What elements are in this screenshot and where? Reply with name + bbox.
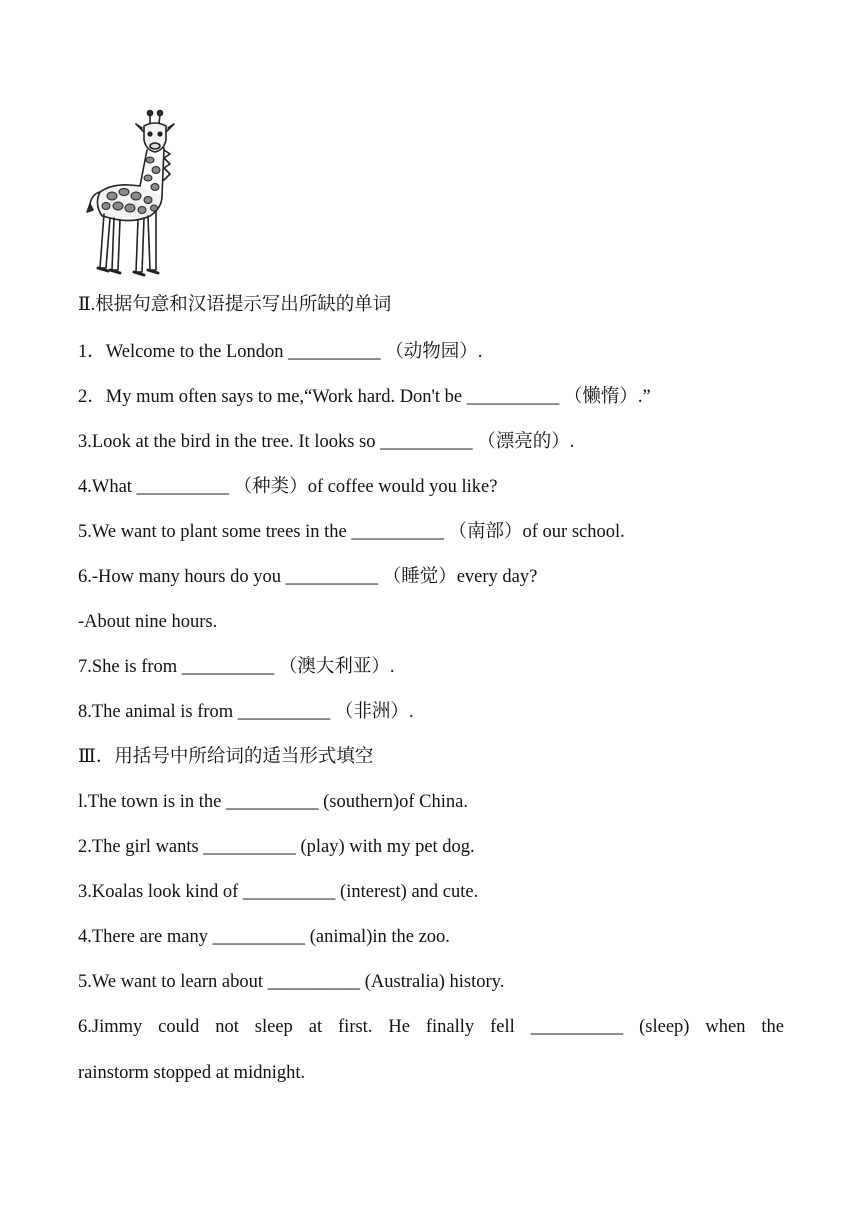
section-2-item-1: 1．Welcome to the London __________ （动物园）. [78,342,483,362]
section-2-item-7: 7.She is from __________ （澳大利亚）. [78,657,395,677]
section-3-item-3: 3.Koalas look kind of __________ (interest) and cute. [78,882,479,902]
section-3-item-4: 4.There are many __________ (animal)in the zoo. [78,927,450,947]
section-2-item-3: 3.Look at the bird in the tree. It looks so __________ （漂亮的）. [78,432,575,452]
giraffe-illustration [84,108,184,280]
section-2-item-6: 6.-How many hours do you __________ （睡觉）every day? [78,567,538,587]
section-3-item-6-line-1: 6.Jimmy could not sleep at first. He finally fell __________ (sleep) when the [78,1017,784,1037]
section-3-item-6-line-2: rainstorm stopped at midnight. [78,1063,306,1083]
section-3-item-5: 5.We want to learn about __________ (Australia) history. [78,972,505,992]
section-2-item-5: 5.We want to plant some trees in the __________ （南部）of our school. [78,522,625,542]
section-2-item-4: 4.What __________ （种类）of coffee would you like? [78,477,498,497]
section-2-item-6-answer: -About nine hours. [78,612,218,632]
section-2-item-8: 8.The animal is from __________ （非洲）. [78,702,414,722]
section-2-item-2: 2．My mum often says to me,“Work hard. Don't be __________ （懒惰）.” [78,387,651,407]
section-3-item-1: l.The town is in the __________ (southern)of China. [78,792,468,812]
section-3-item-2: 2.The girl wants __________ (play) with my pet dog. [78,837,475,857]
section-3-title: Ⅲ．用括号中所给词的适当形式填空 [78,747,374,767]
section-2-title: Ⅱ.根据句意和汉语提示写出所缺的单词 [78,295,392,315]
